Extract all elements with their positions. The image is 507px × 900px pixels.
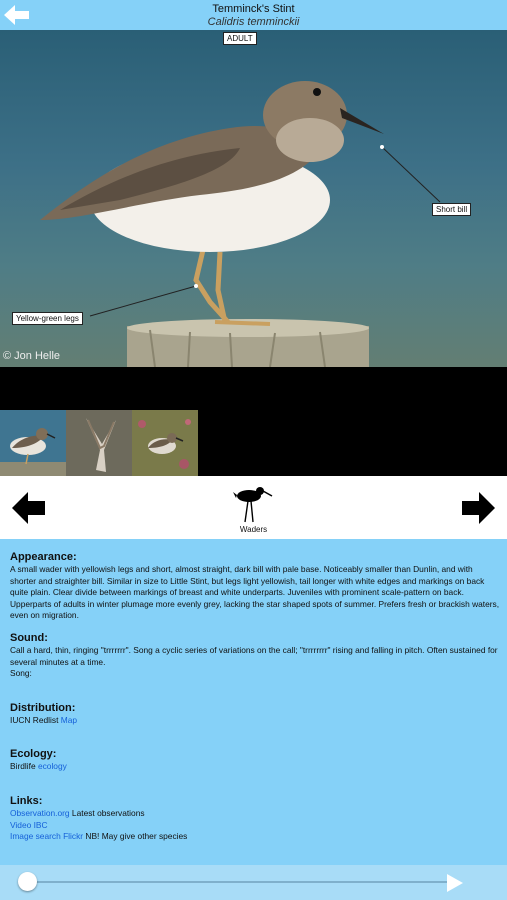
appearance-section (10, 550, 500, 622)
distribution-title: Distribution: (10, 701, 76, 714)
species-photo[interactable] (0, 30, 507, 367)
video-ibc-link[interactable]: Video IBC (10, 819, 48, 830)
next-species-button[interactable] (461, 492, 495, 529)
header (0, 0, 507, 30)
back-button[interactable] (4, 4, 30, 26)
distribution-line (10, 715, 500, 727)
play-icon (447, 874, 463, 892)
thumbnail-list (0, 410, 198, 476)
song-label: Song: (10, 668, 32, 679)
distribution-section (10, 701, 500, 727)
thumbnail-bird-image (0, 410, 66, 476)
previous-species-button[interactable] (12, 492, 46, 529)
age-tag: ADULT (223, 32, 257, 45)
observation-link-suffix: Latest observations (71, 807, 145, 818)
photo-copyright: © Jon Helle (3, 350, 61, 362)
thumbnail-bird-image (66, 410, 132, 476)
distribution-map-link[interactable]: Map (60, 714, 78, 725)
scientific-name: Calidris temminckii (207, 16, 300, 28)
group-label: Waders (239, 525, 268, 534)
links-line-2 (10, 820, 500, 832)
arrow-right-icon (461, 492, 495, 524)
thumbnail-2[interactable] (66, 410, 132, 476)
species-description (10, 550, 500, 852)
ecology-title: Ecology: (10, 748, 57, 761)
waders-group-button[interactable] (233, 482, 273, 529)
ecology-prefix: Birdlife (10, 761, 36, 772)
audio-progress-knob[interactable] (18, 872, 37, 891)
links-line-3 (10, 831, 500, 843)
appearance-title: Appearance: (10, 551, 77, 563)
distribution-prefix: IUCN Redlist (10, 714, 59, 725)
ecology-line (10, 761, 500, 773)
callout-legs: Yellow-green legs (12, 312, 83, 325)
audio-progress-track[interactable] (27, 881, 447, 883)
arrow-left-icon (12, 492, 46, 524)
species-name: Temminck's Stint (212, 3, 295, 15)
thumbnail-3[interactable] (132, 410, 198, 476)
sound-section (10, 631, 500, 680)
flickr-search-suffix: NB! May give other species (85, 831, 188, 842)
callout-bill: Short bill (432, 203, 471, 216)
flickr-search-link[interactable]: Image search Flickr (10, 831, 84, 842)
links-line-1 (10, 808, 500, 820)
play-button[interactable] (447, 874, 463, 897)
thumbnail-bird-image (132, 410, 198, 476)
ecology-section (10, 747, 500, 773)
links-section (10, 794, 500, 843)
wader-silhouette-icon (233, 482, 273, 524)
observation-link[interactable]: Observation.org (10, 807, 70, 818)
audio-player (0, 865, 507, 900)
ecology-link[interactable]: ecology (37, 761, 67, 772)
thumbnail-1[interactable] (0, 410, 66, 476)
back-arrow-icon (4, 4, 30, 26)
links-title: Links: (10, 794, 43, 807)
sound-text: Call a hard, thin, ringing "trrrrrrr". Song a cyclic series of variations on the call; "trrrrrrrr" rising and falling in pitch. Often sustained for several minutes at a time. (10, 644, 498, 667)
species-navigation (0, 476, 507, 539)
sound-title: Sound: (10, 631, 48, 644)
appearance-text: A small wader with yellowish legs and short, almost straight, dark bill with pale base. Noticeably smaller than Dunlin, and with shorter and straighter bill. Similar in size to Little Stint, but legs light yellowish, tail longer with white edges and markings on back quite plain. Clear divide between markings of breast and white underparts. Juveniles with prominent scale-pattern on back. Upperparts of adults in winter plumage more evenly grey, lacking the star shaped spots of summer. Prefers fresh or brackish waters, even on migration. (10, 564, 500, 621)
